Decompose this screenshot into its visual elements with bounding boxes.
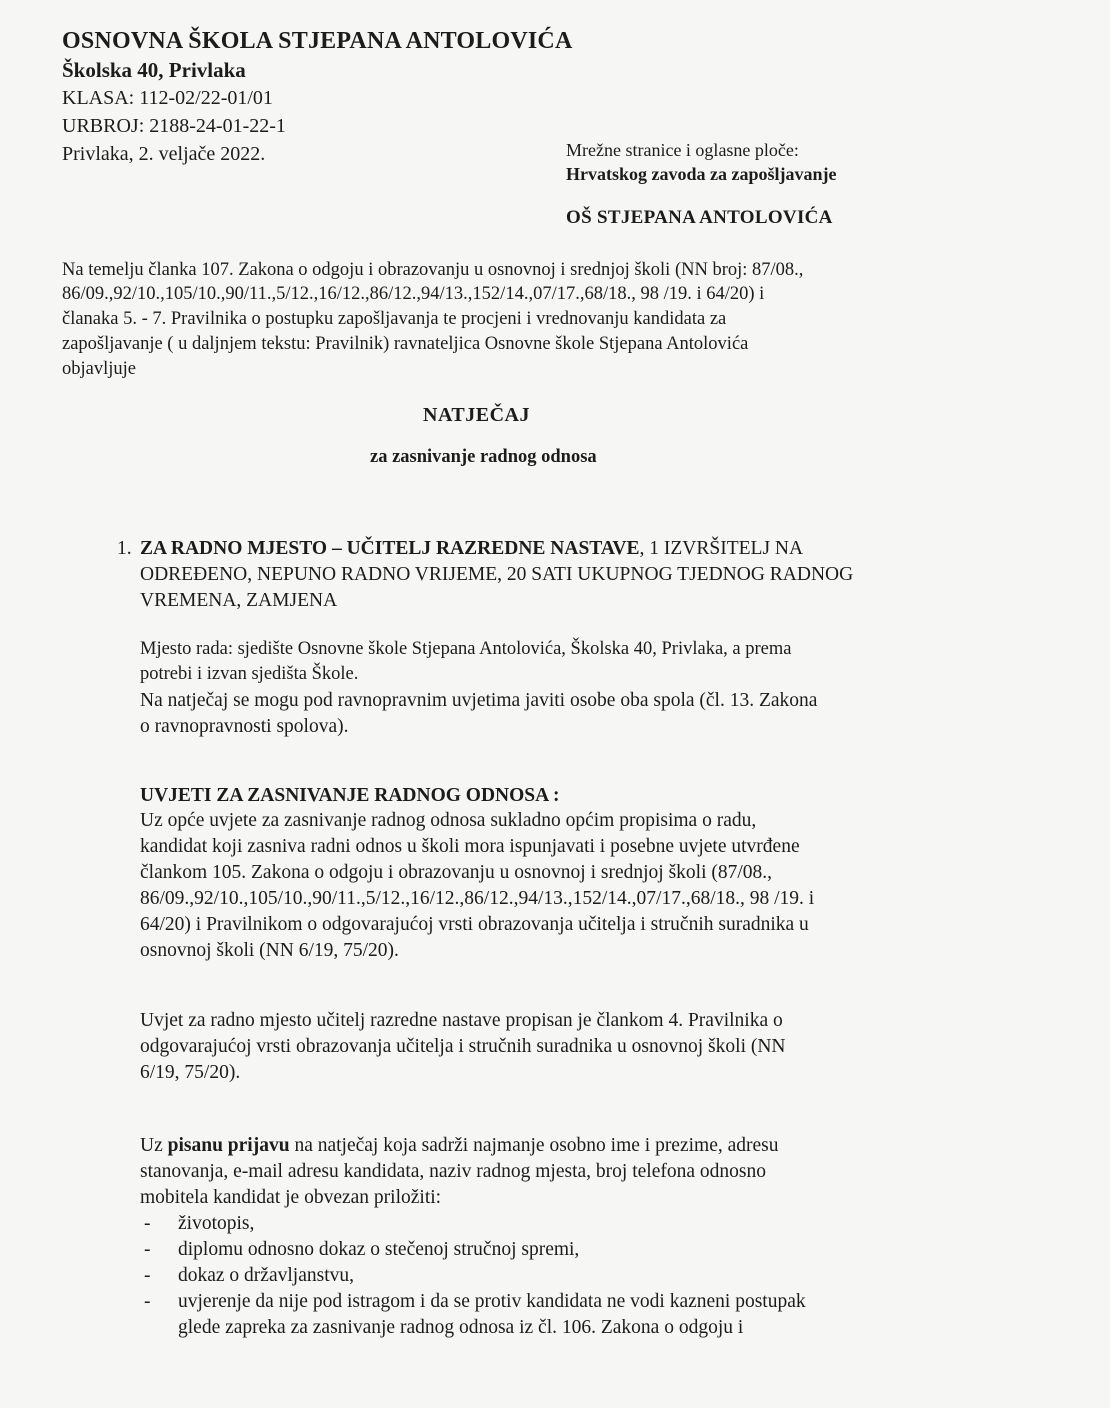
- application-line-2: stanovanja, e-mail adresu kandidata, naziv radnog mjesta, broj telefona odnosno: [140, 1161, 766, 1182]
- recipients-hzz: Hrvatskog zavoda za zapošljavanje: [566, 164, 837, 184]
- equality-line: o ravnopravnosti spolova).: [140, 716, 349, 737]
- list-item-text: dokaz o državljanstvu,: [178, 1265, 354, 1286]
- document-subtitle: za zasnivanje radnog odnosa: [370, 447, 597, 467]
- application-line-1: [140, 1133, 779, 1159]
- position-line-1: [140, 536, 803, 562]
- list-item-continuation: glede zapreka za zasnivanje radnog odnosa iz čl. 106. Zakona o odgoju i: [178, 1317, 744, 1338]
- application-bold: pisanu prijavu: [167, 1135, 290, 1156]
- application-prefix: Uz: [140, 1135, 168, 1156]
- list-dash: -: [144, 1265, 151, 1286]
- place-date: Privlaka, 2. veljače 2022.: [62, 143, 266, 165]
- position-line-3: VREMENA, ZAMJENA: [140, 590, 338, 611]
- conditions-line: Uz opće uvjete za zasnivanje radnog odnosa sukladno općim propisima o radu,: [140, 810, 757, 831]
- position-number: 1.: [117, 538, 132, 559]
- conditions-line: člankom 105. Zakona o odgoju i obrazovanju u osnovnoj i srednjoj školi (87/08.,: [140, 862, 773, 883]
- intro-line: zapošljavanje ( u daljnjem tekstu: Pravilnik) ravnateljica Osnovne škole Stjepana Antolovića: [62, 334, 749, 354]
- application-line-1-rest: na natječaj koja sadrži najmanje osobno ime i prezime, adresu: [289, 1135, 779, 1156]
- list-item-text: uvjerenje da nije pod istragom i da se protiv kandidata ne vodi kazneni postupak: [178, 1291, 806, 1312]
- application-line-3: mobitela kandidat je obvezan priložiti:: [140, 1187, 442, 1208]
- conditions-line: 86/09.,92/10.,105/10.,90/11.,5/12.,16/12.,86/12.,94/13.,152/14.,07/17.,68/18., 98 /19. i: [140, 888, 815, 909]
- conditions-heading: UVJETI ZA ZASNIVANJE RADNOG ODNOSA :: [140, 785, 560, 806]
- urbroj: URBROJ: 2188-24-01-22-1: [62, 115, 286, 137]
- intro-line: objavljuje: [62, 359, 136, 379]
- requirement-line: 6/19, 75/20).: [140, 1062, 241, 1083]
- list-item-text: diplomu odnosno dokaz o stečenoj stručnoj spremi,: [178, 1239, 580, 1260]
- requirement-line: odgovarajućoj vrsti obrazovanja učitelja i stručnih suradnika u osnovnoj školi (NN: [140, 1036, 786, 1057]
- conditions-line: 64/20) i Pravilnikom o odgovarajućoj vrsti obrazovanja učitelja i stručnih suradnika u: [140, 914, 809, 935]
- workplace-line: Mjesto rada: sjedište Osnovne škole Stjepana Antolovića, Školska 40, Privlaka, a prema: [140, 639, 792, 659]
- requirement-line: Uvjet za radno mjesto učitelj razredne nastave propisan je člankom 4. Pravilnika o: [140, 1010, 783, 1031]
- school-address: Školska 40, Privlaka: [62, 58, 246, 82]
- school-name: OSNOVNA ŠKOLA STJEPANA ANTOLOVIĆA: [62, 28, 573, 54]
- recipients-line: Mrežne stranice i oglasne ploče:: [566, 140, 799, 160]
- list-dash: -: [144, 1291, 151, 1312]
- workplace-line: potrebi i izvan sjedišta Škole.: [140, 664, 359, 684]
- conditions-line: kandidat koji zasniva radni odnos u školi mora ispunjavati i posebne uvjete utvrđene: [140, 836, 800, 857]
- position-title: ZA RADNO MJESTO – UČITELJ RAZREDNE NASTAVE: [140, 538, 640, 559]
- document-title: NATJEČAJ: [423, 404, 530, 426]
- position-line-1-rest: , 1 IZVRŠITELJ NA: [639, 538, 804, 559]
- list-dash: -: [144, 1213, 151, 1234]
- list-item-text: životopis,: [178, 1213, 255, 1234]
- intro-line: članaka 5. - 7. Pravilnika o postupku zapošljavanja te procjeni i vrednovanju kandidata za: [62, 309, 727, 329]
- list-dash: -: [144, 1239, 151, 1260]
- klasa: KLASA: 112-02/22-01/01: [62, 87, 273, 109]
- intro-line: 86/09.,92/10.,105/10.,90/11.,5/12.,16/12.,86/12.,94/13.,152/14.,07/17.,68/18., 98 /19. i 64/20) i: [62, 284, 765, 304]
- position-line-2: ODREĐENO, NEPUNO RADNO VRIJEME, 20 SATI UKUPNOG TJEDNOG RADNOG: [140, 564, 854, 585]
- intro-line: Na temelju članka 107. Zakona o odgoju i obrazovanju u osnovnoj i srednjoj školi (NN broj: 87/08.,: [62, 260, 804, 280]
- equality-line: Na natječaj se mogu pod ravnopravnim uvjetima javiti osobe oba spola (čl. 13. Zakona: [140, 690, 818, 711]
- conditions-line: osnovnoj školi (NN 6/19, 75/20).: [140, 940, 399, 961]
- recipients-school: OŠ STJEPANA ANTOLOVIĆA: [566, 207, 833, 228]
